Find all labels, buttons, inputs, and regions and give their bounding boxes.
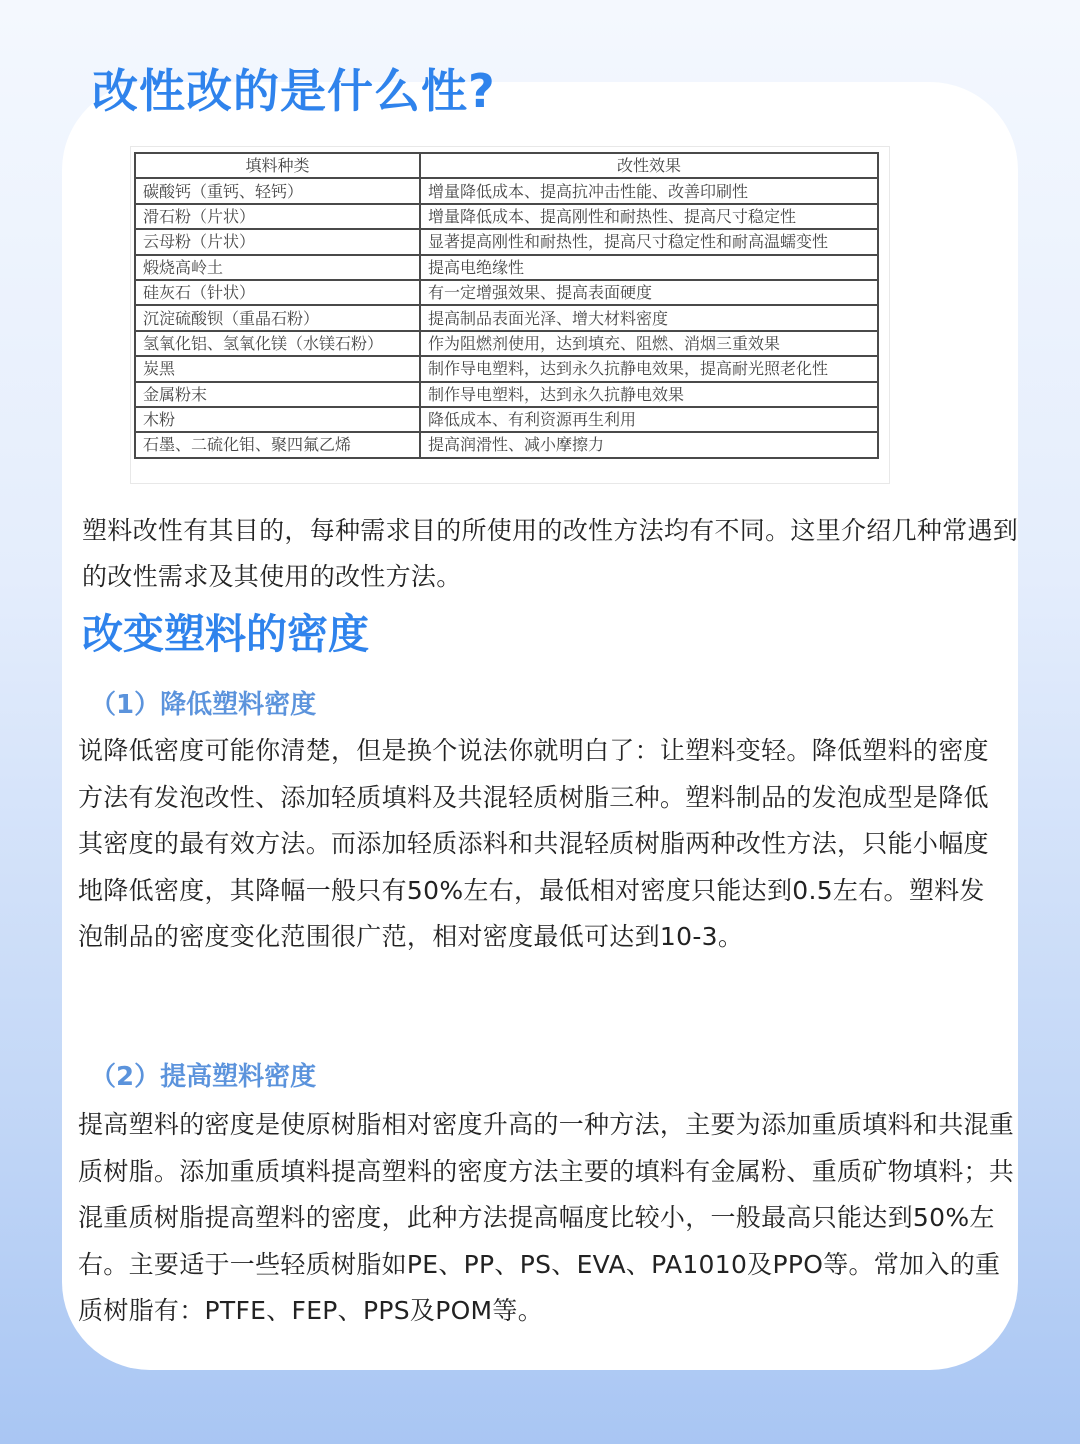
subsection-title-raise-density: （2）提高塑料密度 [90,1062,317,1092]
table-cell: 云母粉（片状） [135,229,420,254]
table-cell: 提高电绝缘性 [420,255,878,280]
table-cell: 降低成本、有利资源再生利用 [420,407,878,432]
table-cell: 作为阻燃剂使用，达到填充、阻燃、消烟三重效果 [420,331,878,356]
table-row [135,305,878,330]
table-row [135,178,878,203]
table-row [135,280,878,305]
table-row [135,382,878,407]
table-cell: 增量降低成本、提高刚性和耐热性、提高尺寸稳定性 [420,204,878,229]
section-title: 改变塑料的密度 [82,610,369,658]
page-title: 改性改的是什么性? [92,64,496,118]
table-row [135,255,878,280]
lower-density-paragraph: 说降低密度可能你清楚，但是换个说法你就明白了：让塑料变轻。降低塑料的密度方法有发泡改性、添加轻质填料及共混轻质树脂三种。塑料制品的发泡成型是降低其密度的最有效方法。而添加轻质添料和共混轻质树脂两种改性方法，只能小幅度地降低密度，其降幅一般只有50%左右，最低相对密度只能达到0.5左右。塑料发泡制品的密度变化范围很广范，相对密度最低可达到10-3。 [78,736,989,951]
table-cell: 炭黑 [135,356,420,381]
table-cell: 硅灰石（针状） [135,280,420,305]
intro-paragraph: 塑料改性有其目的，每种需求目的所使用的改性方法均有不同。这里介绍几种常遇到的改性需求及其使用的改性方法。 [82,516,1019,591]
table-cell: 制作导电塑料，达到永久抗静电效果 [420,382,878,407]
table-cell: 煅烧高岭土 [135,255,420,280]
table-cell: 氢氧化铝、氢氧化镁（水镁石粉） [135,331,420,356]
filler-table-image [130,146,890,484]
filler-table [134,152,879,459]
table-cell: 滑石粉（片状） [135,204,420,229]
table-cell: 金属粉末 [135,382,420,407]
table-row [135,204,878,229]
table-row [135,331,878,356]
table-cell: 沉淀硫酸钡（重晶石粉） [135,305,420,330]
table-cell: 碳酸钙（重钙、轻钙） [135,178,420,203]
table-row [135,356,878,381]
raise-density-paragraph: 提高塑料的密度是使原树脂相对密度升高的一种方法，主要为添加重质填料和共混重质树脂。添加重质填料提高塑料的密度方法主要的填料有金属粉、重质矿物填料；共混重质树脂提高塑料的密度，此种方法提高幅度比较小，一般最高只能达到50%左右。主要适于一些轻质树脂如PE、PP、PS、EVA、PA1010及PPO等。常加入的重质树脂有：PTFE、FEP、PPS及POM等。 [78,1110,1015,1325]
table-cell: 提高润滑性、减小摩擦力 [420,432,878,457]
table-cell: 显著提高刚性和耐热性，提高尺寸稳定性和耐高温蠕变性 [420,229,878,254]
table-cell: 增量降低成本、提高抗冲击性能、改善印刷性 [420,178,878,203]
table-header-cell: 改性效果 [420,153,878,178]
table-cell: 石墨、二硫化钼、聚四氟乙烯 [135,432,420,457]
table-cell: 有一定增强效果、提高表面硬度 [420,280,878,305]
table-row [135,432,878,457]
table-cell: 制作导电塑料，达到永久抗静电效果，提高耐光照老化性 [420,356,878,381]
table-row [135,407,878,432]
subsection-title-lower-density: （1）降低塑料密度 [90,690,317,720]
table-cell: 提高制品表面光泽、增大材料密度 [420,305,878,330]
table-cell: 木粉 [135,407,420,432]
table-row [135,229,878,254]
table-header-cell: 填料种类 [135,153,420,178]
table-header-row [135,153,878,178]
